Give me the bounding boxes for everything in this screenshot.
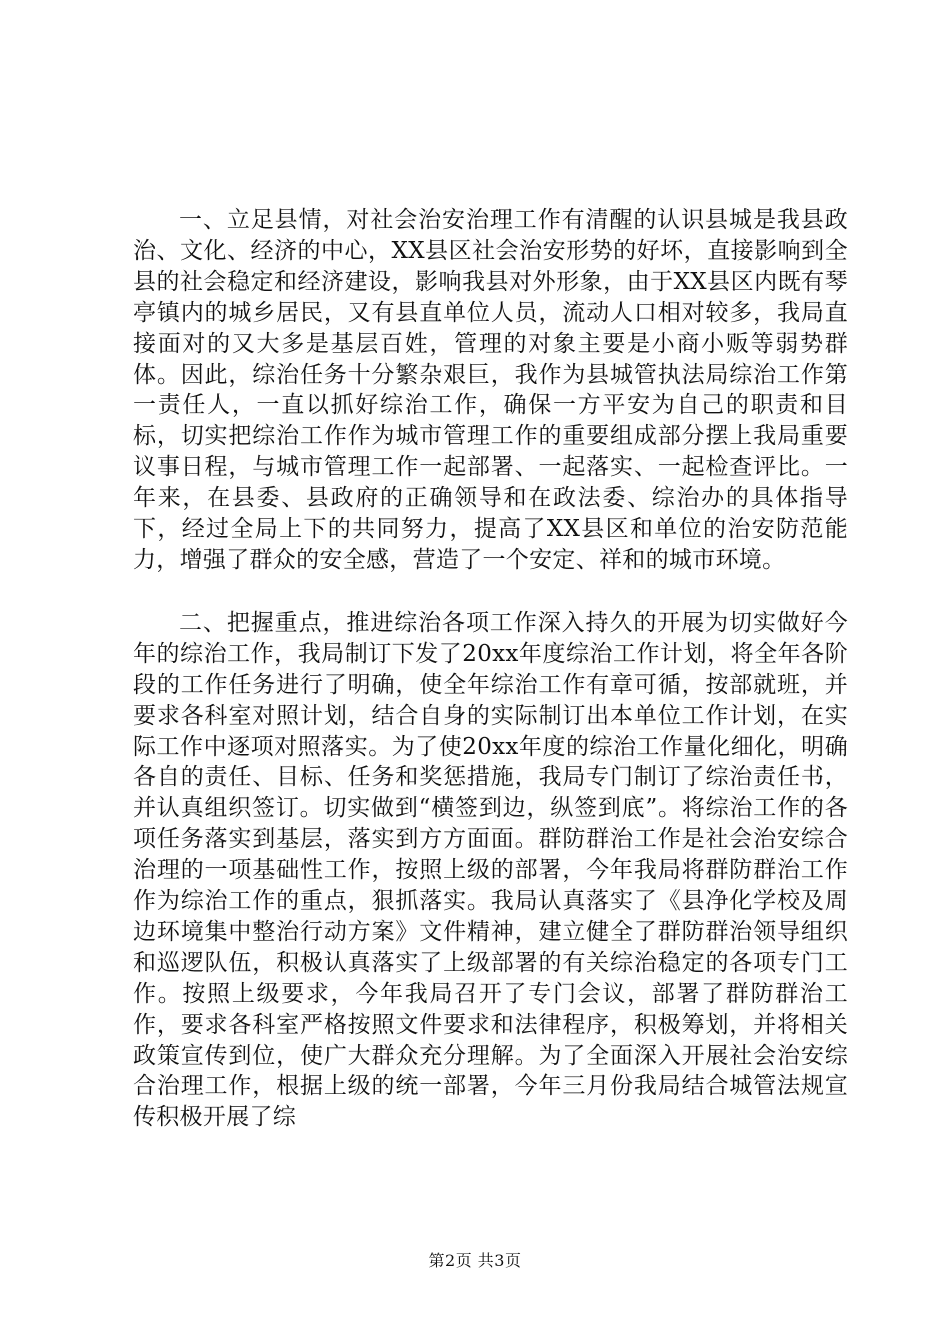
- paragraph-2: 二、把握重点，推进综治各项工作深入持久的开展为切实做好今年的综治工作，我局制订下发了20xx年度综治工作计划，将全年各阶段的工作任务进行了明确，使全年综治工作有章可循，按部就班，并要求各科室对照计划，结合自身的实际制订出本单位工作计划，在实际工作中逐项对照落实。为了使20xx年度的综治工作量化细化，明确各自的责任、目标、任务和奖惩措施，我局专门制订了综治责任书，并认真组织签订。切实做到“横签到边，纵签到底”。将综治工作的各项任务落实到基层，落实到方方面面。群防群治工作是社会治安综合治理的一项基础性工作，按照上级的部署，今年我局将群防群治工作作为综治工作的重点，狠抓落实。我局认真落实了《县净化学校及周边环境集中整治行动方案》文件精神，建立健全了群防群治领导组织和巡逻队伍，积极认真落实了上级部署的有关综治稳定的各项专门工作。按照上级要求，今年我局召开了专门会议，部署了群防群治工作，要求各科室严格按照文件要求和法律程序，积极筹划，并将相关政策宣传到位，使广大群众充分理解。为了全面深入开展社会治安综合治理工作，根据上级的统一部署，今年三月份我局结合城管法规宣传积极开展了综: [133, 609, 848, 1131]
- document-body: [133, 205, 848, 1133]
- page-footer: 第2页 共3页: [428, 1251, 522, 1270]
- paragraph-1: 一、立足县情，对社会治安治理工作有清醒的认识县城是我县政治、文化、经济的中心，XX县区社会治安形势的好坏，直接影响到全县的社会稳定和经济建设，影响我县对外形象，由于XX县区内既有琴亭镇内的城乡居民，又有县直单位人员，流动人口相对较多，我局直接面对的又大多是基层百姓，管理的对象主要是小商小贩等弱势群体。因此，综治任务十分繁杂艰巨，我作为县城管执法局综治工作第一责任人，一直以抓好综治工作，确保一方平安为自己的职责和目标，切实把综治工作作为城市管理工作的重要组成部分摆上我局重要议事日程，与城市管理工作一起部署、一起落实、一起检查评比。一年来，在县委、县政府的正确领导和在政法委、综治办的具体指导下，经过全局上下的共同努力，提高了XX县区和单位的治安防范能力，增强了群众的安全感，营造了一个安定、祥和的城市环境。: [133, 207, 848, 573]
